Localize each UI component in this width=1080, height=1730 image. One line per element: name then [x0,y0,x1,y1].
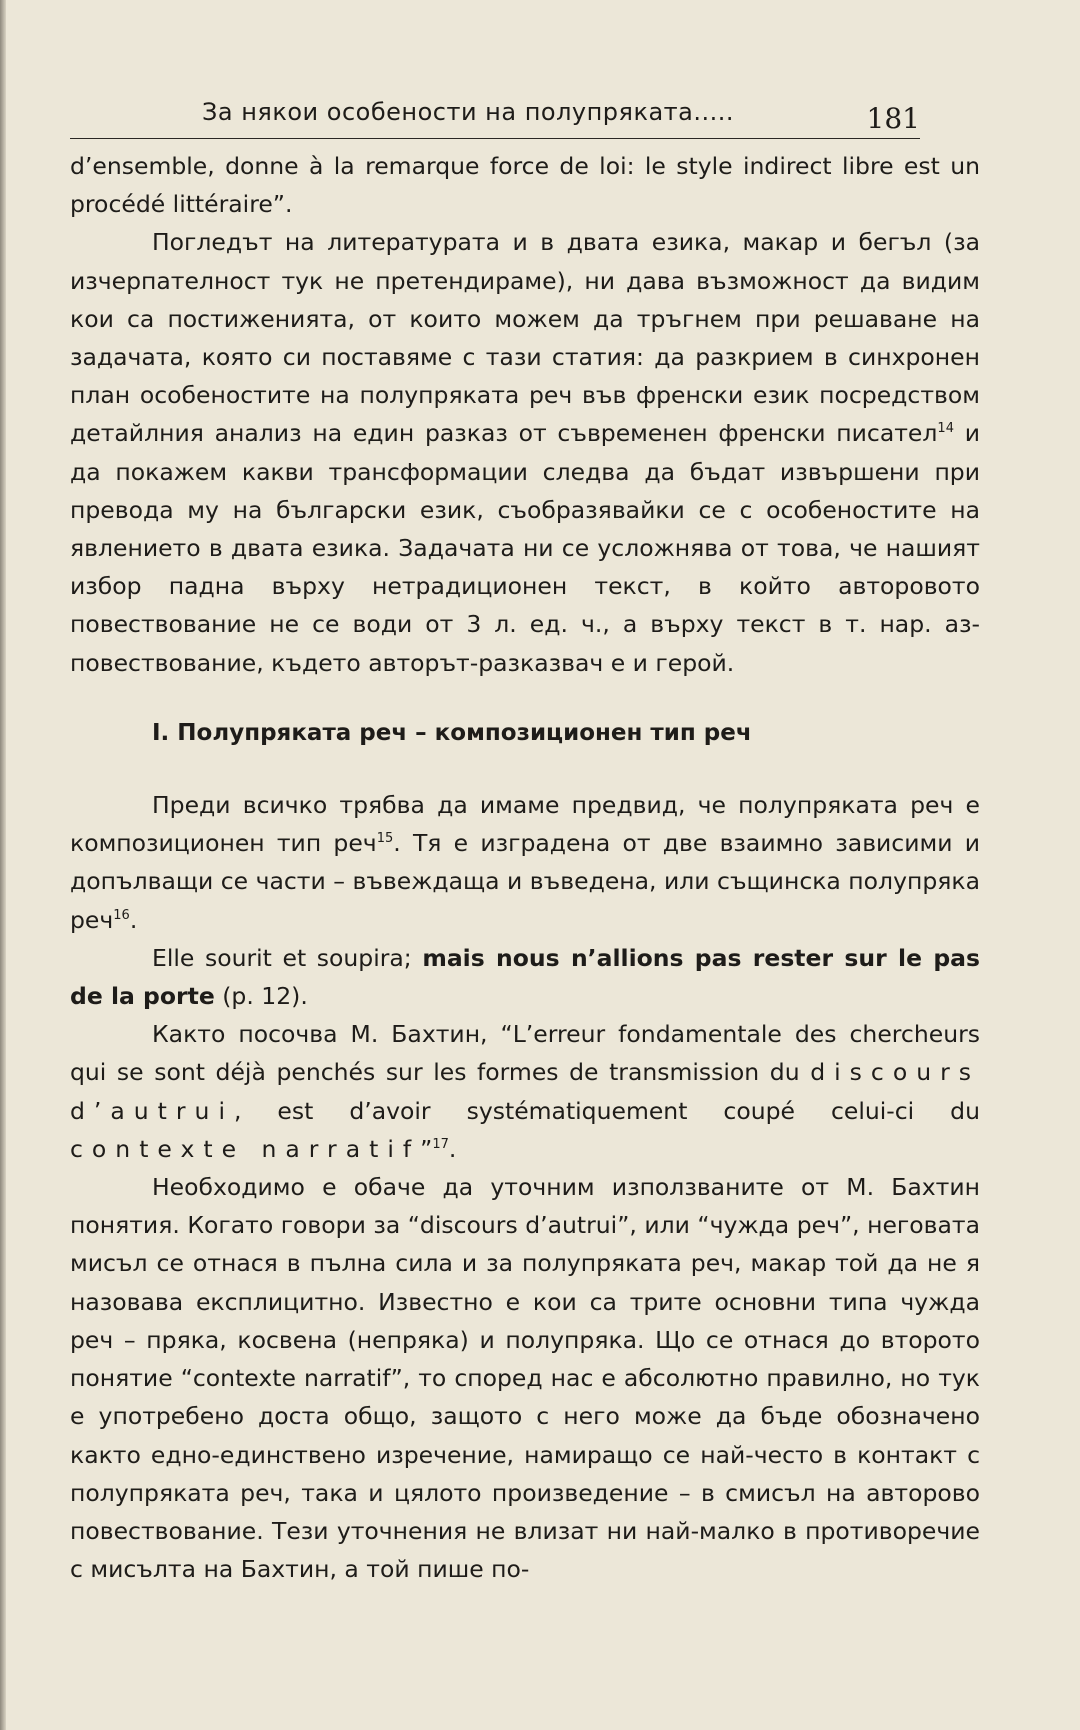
example-text: Elle sourit et soupira; [152,943,423,972]
footnote-ref-14: 14 [937,421,954,437]
running-title: За някои особености на полупряката..... [202,98,735,126]
paragraph-continuation: d’ensemble, donne à la remarque force de loi: le style indirect libre est un procédé littéraire”. [70,152,980,219]
example-citation: (p. 12). [214,982,308,1011]
page-number: 181 [866,102,920,135]
example-bold-text: mais nous n’allions pas rester sur le pas de la porte [70,943,980,1011]
paragraph-text: . [448,1134,457,1163]
paragraph-text: Преди всичко трябва да имаме предвид, че полупряката реч е композиционен тип реч [70,791,980,858]
spaced-emphasis: contexte narratif [70,1134,421,1163]
paragraph-text: Както посочва М. Бахтин, “L’erreur fondamentale des chercheurs qui se sont déjà penchés sur les formes de transmission du [70,1020,980,1087]
running-head [70,92,920,139]
paragraph-text: ” [420,1134,433,1163]
paragraph-composition-type [70,786,980,939]
paragraph-text: . [129,905,138,934]
paragraph-text: Погледът на литературата и в двата езика, макар и бегъл (за изчерпателност тук не претендираме), ни дава възможност да видим кои са постиженията, от които можем да тръгнем при решаване на задачата, която си поставяме с тази статия: да разкрием в синхронен план особеностите на полупряката реч във френски език посредством детайлния анализ на един разказ от съвременен френски писател [70,228,980,448]
paragraph-bakhtin-quote [70,1015,980,1168]
footnote-ref-15: 15 [376,831,394,847]
body-text [70,147,980,1588]
paragraph-concepts: Необходимо е обаче да уточним използваните от М. Бахтин понятия. Когато говори за “discours d’autrui”, или “чужда реч”, неговата мисъл се отнася в пълна сила и за полупряката реч, макар той да не я назовава експлицитно. Известно е кои са трите основни типа чужда реч – пряка, косвена (непряка) и полупряка. Що се отнася до второто понятие “contexte narratif”, то според нас е абсолютно правилно, но тук е употребено доста общо, защото с него може да бъде обозначено както едно-единствено изречение, намиращо се най-често в контакт с полупряката реч, така и цялото произведение – в смисъл на авторово повествование. Тези уточнения не влизат ни най-малко в противоречие с мисълта на Бахтин, а той пише по- [70,1173,980,1584]
paragraph-text: и да покажем какви трансформации следва да бъдат извършени при превода му на български език, съобразявайки се с особеностите на явлението в двата езика. Задачата ни се усложнява от това, че нашият избор падна върху нетрадиционен текст, в който авторовото повествование не се води от 3 л. ед. ч., а върху текст в т. нар. аз-повествование, където авторът-разказвач е и герой. [70,419,980,677]
paragraph-literature-review [70,223,980,681]
paragraph-text: , est d’avoir systématiquement coupé celui-ci du [233,1096,980,1125]
spaced-emphasis: discours d’autrui [70,1058,980,1125]
footnote-ref-17: 17 [432,1137,449,1153]
paragraph-text: . Тя е изградена от две взаимно зависими и допълващи се части – въвеждаща и въведена, или същинска полупряка реч [70,829,981,934]
paragraph-french-example [70,939,980,1015]
footnote-ref-16: 16 [113,907,130,923]
book-page [70,92,980,1588]
section-heading: I. Полупряката реч – композиционен тип реч [152,719,752,746]
page-binding-edge [0,0,6,1730]
